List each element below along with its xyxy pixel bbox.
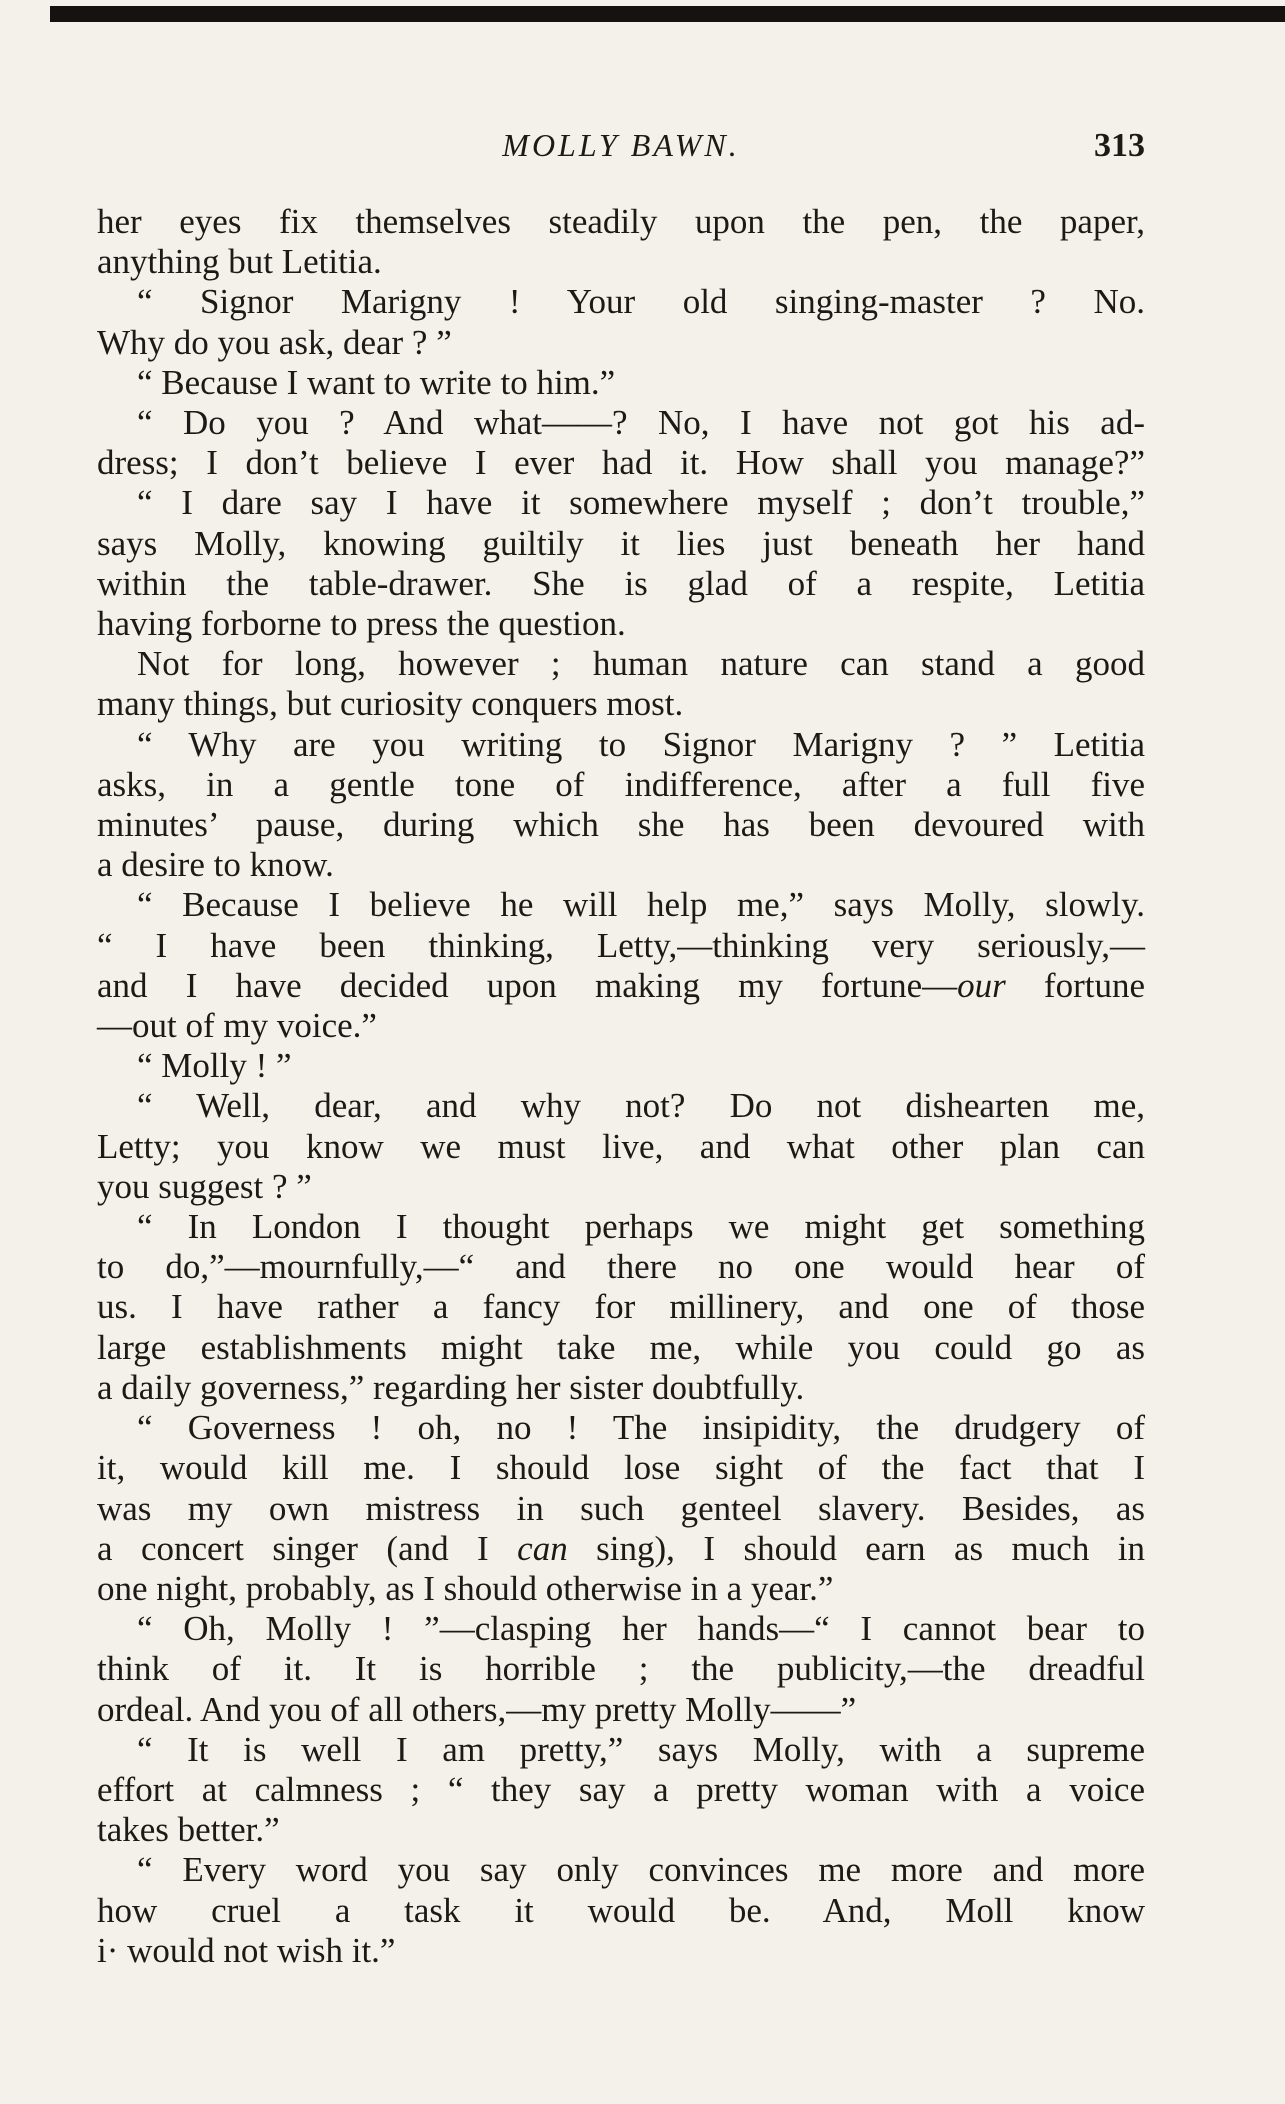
text-line: “ Do you ? And what——? No, I have not got his ad- bbox=[137, 403, 1145, 443]
text-line: large establishments might take me, while you could go as bbox=[97, 1327, 1145, 1367]
text-line: within the table-drawer. She is glad of a respite, Letitia bbox=[97, 563, 1145, 603]
text-line: Why do you ask, dear ? ” bbox=[97, 322, 452, 362]
text-line: “ Because I want to write to him.” bbox=[137, 362, 616, 402]
text-line: “ It is well I am pretty,” says Molly, with a supreme bbox=[137, 1729, 1145, 1769]
text-fragment: fortune bbox=[1005, 965, 1145, 1005]
text-line: “ I dare say I have it somewhere myself ; don’t trouble,” bbox=[137, 483, 1145, 523]
text-line: asks, in a gentle tone of indifference, after a full five bbox=[97, 764, 1145, 804]
text-line: you suggest ? ” bbox=[97, 1166, 312, 1206]
text-line: dress; I don’t believe I ever had it. How shall you manage?” bbox=[97, 443, 1145, 483]
text-line: one night, probably, as I should otherwise in a year.” bbox=[97, 1568, 834, 1608]
italic-text: our bbox=[957, 965, 1006, 1005]
text-line: effort at calmness ; “ they say a pretty woman with a voice bbox=[97, 1769, 1145, 1809]
text-line: think of it. It is horrible ; the publicity,—the dreadful bbox=[97, 1649, 1145, 1689]
page-header bbox=[97, 127, 1145, 177]
text-line: “ Signor Marigny ! Your old singing-master ? No. bbox=[137, 282, 1145, 322]
text-line: Letty; you know we must live, and what other plan can bbox=[97, 1126, 1145, 1166]
text-line: was my own mistress in such genteel slavery. Besides, as bbox=[97, 1488, 1145, 1528]
running-title: MOLLY BAWN. bbox=[502, 127, 740, 163]
text-line: “ Why are you writing to Signor Marigny ? ” Letitia bbox=[137, 724, 1145, 764]
text-line: “ Every word you say only convinces me more and more bbox=[137, 1850, 1145, 1890]
text-line: her eyes fix themselves steadily upon the pen, the paper, bbox=[97, 202, 1145, 241]
text-line: says Molly, knowing guiltily it lies just beneath her hand bbox=[97, 523, 1145, 563]
italic-text: can bbox=[517, 1528, 568, 1568]
text-line bbox=[97, 1529, 1145, 1569]
text-line bbox=[97, 1891, 1145, 1931]
text-line: —out of my voice.” bbox=[97, 1006, 377, 1046]
text-line: takes better.” bbox=[97, 1810, 280, 1850]
text-line: “ Governess ! oh, no ! The insipidity, the drudgery of bbox=[137, 1408, 1145, 1448]
page-number: 313 bbox=[1094, 127, 1145, 164]
text-line: Not for long, however ; human nature can stand a good bbox=[137, 644, 1145, 684]
text-fragment: know bbox=[1067, 1890, 1145, 1930]
text-line: minutes’ pause, during which she has been devoured with bbox=[97, 805, 1145, 845]
text-line: us. I have rather a fancy for millinery, and one of those bbox=[97, 1287, 1145, 1327]
text-line: “ Because I believe he will help me,” says Molly, slowly. bbox=[137, 885, 1145, 925]
text-line: i· would not wish it.” bbox=[97, 1930, 396, 1970]
text-fragment: and I have decided upon making my fortune— bbox=[97, 965, 958, 1005]
text-line bbox=[97, 966, 1145, 1006]
text-line: having forborne to press the question. bbox=[97, 604, 626, 644]
text-line: “ I have been thinking, Letty,—thinking very seriously,— bbox=[97, 925, 1145, 965]
text-line: many things, but curiosity conquers most. bbox=[97, 684, 684, 724]
text-line: it, would kill me. I should lose sight of the fact that I bbox=[97, 1448, 1145, 1488]
text-line: “ Oh, Molly ! ”—clasping her hands—“ I cannot bear to bbox=[137, 1609, 1145, 1649]
top-rule bbox=[50, 6, 1285, 22]
text-line: a daily governess,” regarding her sister doubtfully. bbox=[97, 1367, 805, 1407]
text-fragment: sing), I should earn as much in bbox=[567, 1528, 1145, 1568]
text-line: “ Molly ! ” bbox=[137, 1046, 292, 1086]
text-line: to do,”—mournfully,—“ and there no one would hear of bbox=[97, 1247, 1145, 1287]
text-line: ordeal. And you of all others,—my pretty Molly——” bbox=[97, 1689, 857, 1729]
body-text bbox=[97, 202, 1145, 1971]
text-line: a desire to know. bbox=[97, 845, 334, 885]
text-fragment: a concert singer (and I bbox=[97, 1528, 518, 1568]
text-line: “ In London I thought perhaps we might get something bbox=[137, 1207, 1145, 1247]
text-fragment: how cruel a task it would be. And, Moll bbox=[97, 1890, 1014, 1930]
text-line: anything but Letitia. bbox=[97, 242, 382, 282]
text-line: “ Well, dear, and why not? Do not dishearten me, bbox=[137, 1086, 1145, 1126]
